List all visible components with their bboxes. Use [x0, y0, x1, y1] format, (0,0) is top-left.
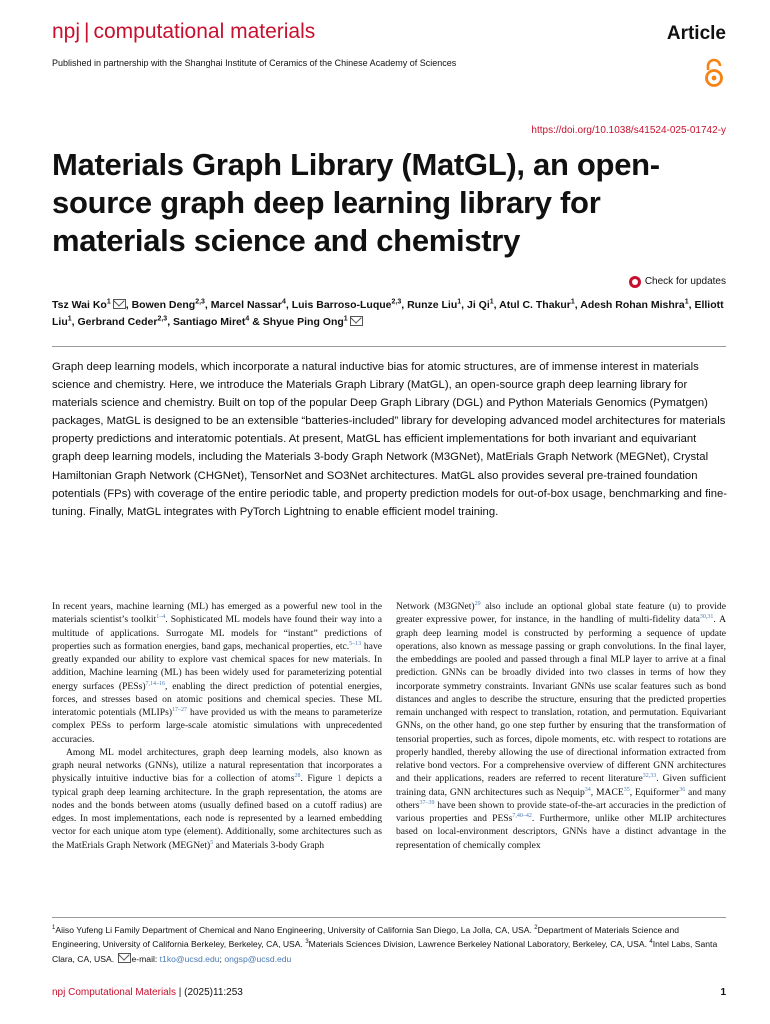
citation-ref[interactable]: 28: [294, 773, 301, 780]
author-affiliation-number: 4: [281, 298, 286, 306]
body-text: . Figure: [300, 773, 337, 785]
author-name[interactable]: Marcel Nassar: [210, 299, 282, 311]
mail-icon: [118, 953, 131, 963]
affiliation-text: Materials Sciences Division, Lawrence Berkeley National Laboratory, Berkeley, CA, USA.: [308, 939, 650, 950]
footnote-divider: [52, 917, 726, 918]
author-name[interactable]: Elliott Liu: [52, 299, 724, 328]
body-text: , Equiformer: [629, 786, 680, 798]
author-affiliation-number: 2,3: [157, 315, 168, 323]
author-affiliation-number: 1: [67, 315, 72, 323]
author-name[interactable]: Shyue Ping Ong: [262, 316, 344, 328]
citation-ref[interactable]: 7,40–42: [512, 812, 532, 819]
citation-ref[interactable]: 5: [210, 839, 214, 846]
body-paragraph: [52, 600, 382, 746]
page-number: 1: [720, 987, 726, 998]
journal-brand: npj: [52, 20, 81, 43]
body-text: Among ML model architectures, graph deep learning models, also known as graph neural networks (GNNs), utilize a natural representation that incorporates a physically intuitive inductive bias for a collection of atoms: [52, 746, 382, 785]
author-affiliation-number: 1: [684, 298, 689, 306]
author-separator: ,: [688, 299, 695, 311]
open-access-icon[interactable]: [702, 58, 726, 88]
author-separator: ,: [493, 299, 500, 311]
journal-name: computational materials: [93, 20, 316, 43]
body-text: have provided us with the means to parameterize complex PESs to perform large-scale atomistic simulations with unprecedented accuracies.: [52, 707, 382, 745]
author-name[interactable]: Luis Barroso-Luque: [291, 299, 392, 311]
author-affiliation-number: 1: [106, 298, 111, 306]
author-affiliation-number: 1: [489, 298, 494, 306]
body-paragraph: [52, 746, 382, 852]
affiliations: [52, 923, 728, 966]
affiliation-number: 4: [649, 939, 653, 946]
body-paragraph: [396, 600, 726, 852]
citation-ref[interactable]: 5–13: [349, 640, 362, 647]
body-text: . A graph deep learning model is constructed by performing a sequence of update operations, also known as message passing or graph convolutions. In the final layer, the embeddings are pooled and passed through a final MLP layer to arrive at a final prediction. GNNs can be broadly divided into two classes in terms of how they incorporate symmetry constraints. Invariant GNNs use scalar features such as bond distances and angles to describe the structure, ensuring that the predicted properties remain unchanged with respect to translation, rotation, and permutation. Equivariant GNNs, on the other hand, go one step further by ensuring that the transformation of tensorial properties, such as forces, dipole moments, etc. with respect to rotations are properly handled, thereby allowing the use of directional information extracted from relative bond vectors. For a comprehensive overview of different GNN architectures and their applications, readers are referred to recent literature: [396, 614, 726, 785]
body-text: . Sophisticated ML models have found their way into a multitude of applications. Surrogate ML models for “instant” predictions of properties such as formation energies, band gaps, mechanical properties, etc.: [52, 614, 382, 652]
author-separator: ,: [401, 299, 408, 311]
author-name[interactable]: Adesh Rohan Mishra: [580, 299, 685, 311]
author-separator: ,: [285, 299, 292, 311]
doi-link[interactable]: https://doi.org/10.1038/s41524-025-01742-y: [531, 125, 726, 136]
body-text: also include an optional global state feature (u) to provide greater expressive power, for instance, in the handling of multi-fidelity data: [396, 601, 726, 626]
article-title: Materials Graph Library (MatGL), an open-source graph deep learning library for materials science and chemistry: [52, 147, 660, 258]
author-name[interactable]: Tsz Wai Ko: [52, 299, 107, 311]
affiliation-number: 1: [52, 925, 56, 932]
author-separator: ,: [125, 299, 132, 311]
citation-ref[interactable]: 34: [584, 786, 591, 793]
affiliation-number: 3: [305, 939, 309, 946]
author-separator: ,: [71, 316, 78, 328]
check-updates-icon: [629, 276, 641, 288]
author-name[interactable]: Ji Qi: [467, 299, 490, 311]
email-label: e-mail:: [131, 953, 160, 964]
affiliation-text: Aiiso Yufeng Li Family Department of Chemical and Nano Engineering, University of California San Diego, La Jolla, CA, USA.: [55, 925, 535, 935]
author-name[interactable]: Gerbrand Ceder: [77, 316, 158, 328]
citation-ref[interactable]: 37–39: [419, 799, 435, 806]
author-separator: &: [249, 316, 263, 328]
author-affiliation-number: 4: [245, 315, 250, 323]
partnership-note: Published in partnership with the Shanghai Institute of Ceramics of the Chinese Academy of Sciences: [52, 58, 457, 68]
citation-ref[interactable]: 1–4: [156, 614, 166, 621]
figure-ref[interactable]: 1: [336, 773, 342, 785]
citation-ref[interactable]: 7,14–16: [145, 680, 166, 687]
affiliation-text: Intel Labs, Santa Clara, CA, USA.: [52, 939, 718, 964]
citation-ref[interactable]: 35: [623, 786, 630, 793]
body-text: , enabling the direct prediction of potential energies, forces, and stresses based on atomic positions and chemical species. These ML interatomic potentials (MLIPs): [52, 680, 382, 718]
citation-ref[interactable]: 36: [679, 786, 686, 793]
body-column-left: [52, 600, 382, 852]
citation-ref[interactable]: 29: [474, 600, 481, 607]
citation-ref[interactable]: 30,31: [699, 614, 714, 621]
mail-icon[interactable]: [350, 316, 363, 326]
email-link[interactable]: ongsp@ucsd.edu: [224, 953, 292, 964]
author-separator: ,: [574, 299, 581, 311]
author-affiliation-number: 2,3: [391, 298, 402, 306]
author-affiliation-number: 1: [343, 315, 348, 323]
footer-citation: [52, 987, 243, 999]
author-separator: ,: [167, 316, 174, 328]
journal-separator: |: [84, 20, 90, 43]
author-name[interactable]: Santiago Miret: [173, 316, 246, 328]
body-text: In recent years, machine learning (ML) has emerged as a powerful new tool in the materials scientist’s toolkit: [52, 601, 382, 626]
author-list: [52, 297, 732, 331]
email-separator: ;: [219, 953, 225, 964]
affiliation-text: Department of Materials Science and Engineering, University of California Berkeley, Berkeley, CA, USA.: [52, 925, 680, 950]
citation-ref[interactable]: 32,33: [642, 773, 657, 780]
body-column-right: [396, 600, 726, 852]
body-text: depicts a typical graph deep learning architecture. In the graph representation, the atoms are nodes and the bonds between atoms (usually defined based on a cutoff radius) are edges. In most implementations, each node is represented by a learned embedding vector for each unique atom type (element). Additionally, some architectures such as the MatErials Graph Network (MEGNet): [52, 773, 382, 851]
journal-header[interactable]: [52, 19, 315, 45]
body-text: , MACE: [590, 786, 624, 798]
author-name[interactable]: Runze Liu: [407, 299, 458, 311]
author-separator: ,: [204, 299, 211, 311]
abstract: Graph deep learning models, which incorporate a natural inductive bias for atomic structures, are of immense interest in materials science and chemistry. Here, we introduce the Materials Graph Library (MatGL), an open-source graph deep learning library for materials science and chemistry. Built on top of the popular Deep Graph Library (DGL) and Python Materials Genomics (Pymatgen) packages, MatGL is designed to be an extensible “batteries-included” library for developing advanced model architectures for materials property predictions and interatomic potentials. At present, MatGL has efficient implementations for both invariant and equivariant graph deep learning models, including the Materials 3-body Graph Network (M3GNet), MatErials Graph Network (MEGNet), Crystal Hamiltonian Graph Network (CHGNet), TensorNet and SO3Net architectures. MatGL also provides several pre-trained foundation potentials (FPs) with coverage of the entire periodic table, and property prediction models for out-of-box usage, benchmarking and fine-tuning. Finally, MatGL integrates with PyTorch Lightning to enable efficient model training.: [52, 361, 728, 518]
citation-ref[interactable]: 17–27: [172, 706, 188, 713]
body-text: and Materials 3-body Graph: [213, 839, 325, 851]
author-name[interactable]: Bowen Deng: [131, 299, 196, 311]
body-text: and many others: [396, 786, 727, 811]
article-type-label: Article: [666, 23, 726, 44]
abstract-divider: [52, 346, 726, 347]
body-text: . Furthermore, unlike other MLIP architectures based on local-environment descriptors, GNNs have a distinct advantage in the representation of chemically complex: [396, 813, 726, 851]
author-affiliation-number: 1: [457, 298, 462, 306]
body-text: Network (M3GNet): [396, 601, 475, 612]
body-text: have greatly expanded our ability to explore vast chemical spaces for new materials. In addition, Machine learning (ML) has been widely used for parameterizing potential energy surfaces (PESs): [52, 640, 382, 692]
check-updates-button[interactable]: [629, 275, 726, 288]
author-affiliation-number: 2,3: [195, 298, 205, 306]
mail-icon[interactable]: [113, 299, 126, 309]
email-link[interactable]: t1ko@ucsd.edu: [159, 953, 220, 964]
affiliation-number: 2: [534, 925, 538, 932]
author-name[interactable]: Atul C. Thakur: [499, 299, 571, 311]
body-text: . Given sufficient training data, GNN architectures such as Nequip: [396, 773, 726, 798]
footer-volume: | (2025)11:253: [175, 987, 243, 998]
author-separator: ,: [461, 299, 467, 311]
author-affiliation-number: 1: [570, 298, 575, 306]
check-updates-label: Check for updates: [644, 276, 726, 287]
footer-journal-link[interactable]: npj Computational Materials: [52, 987, 176, 998]
body-text: have been shown to provide state-of-the-art accuracies in the prediction of various properties and PESs: [396, 799, 726, 824]
